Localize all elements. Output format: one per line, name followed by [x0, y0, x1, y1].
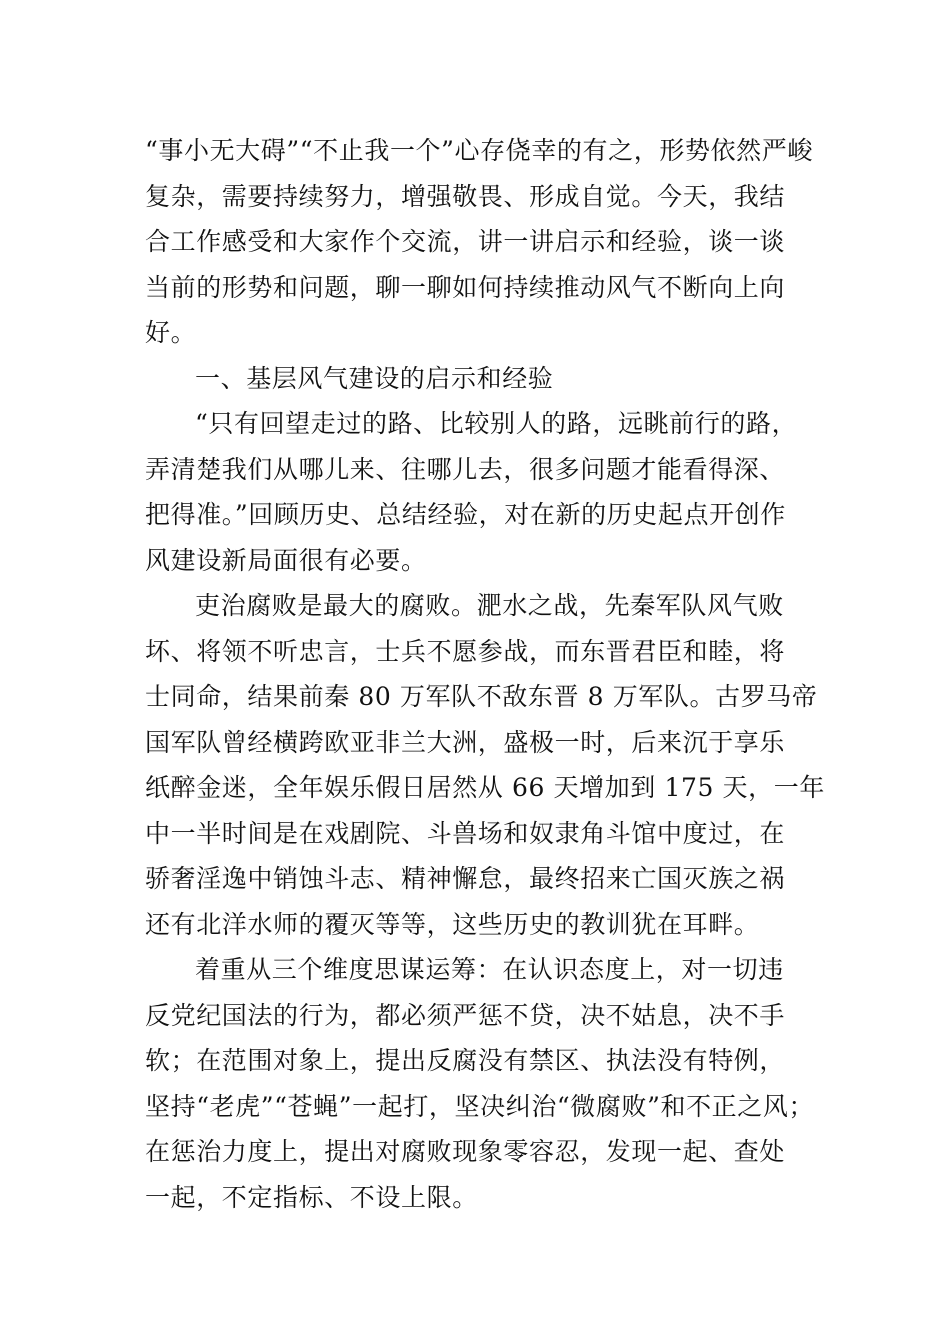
text-line: 好。	[145, 318, 197, 347]
text-line: 纸醉金迷，全年娱乐假日居然从 66 天增加到 175 天，一年	[145, 773, 825, 802]
text-line: 着重从三个维度思谋运筹：在认识态度上，对一切违	[195, 955, 784, 984]
text-line: 合工作感受和大家作个交流，讲一讲启示和经验，谈一谈	[145, 227, 786, 256]
text-line: 坏、将领不听忠言，士兵不愿参战，而东晋君臣和睦，将	[145, 636, 786, 666]
text-line: 吏治腐败是最大的腐败。淝水之战，先秦军队风气败	[195, 591, 784, 620]
text-line: 国军队曾经横跨欧亚非兰大洲，盛极一时，后来沉于享乐	[145, 727, 786, 757]
text-line: 坚持“老虎”“苍蝇”一起打，坚决纠治“微腐败”和不正之风；	[145, 1091, 815, 1121]
text-line: 士同命，结果前秦 80 万军队不敌东晋 8 万军队。古罗马帝	[145, 682, 818, 711]
text-line: 骄奢淫逸中销蚀斗志、精神懈怠，最终招来亡国灭族之祸	[145, 864, 786, 893]
text-line: 还有北洋水师的覆灭等等，这些历史的教训犹在耳畔。	[145, 909, 760, 939]
text-line: 中一半时间是在戏剧院、斗兽场和奴隶角斗馆中度过，在	[145, 818, 786, 848]
text-line: 在惩治力度上，提出对腐败现象零容忍，发现一起、查处	[145, 1137, 786, 1166]
text-line: 当前的形势和问题，聊一聊如何持续推动风气不断向上向	[145, 272, 786, 302]
section-heading: 一、基层风气建设的启示和经验	[195, 363, 554, 393]
text-line: 弄清楚我们从哪儿来、往哪儿去，很多问题才能看得深、	[145, 454, 786, 484]
text-line: 风建设新局面很有必要。	[145, 545, 427, 575]
body-text	[145, 128, 825, 1220]
text-line: 软；在范围对象上，提出反腐没有禁区、执法没有特例，	[145, 1046, 786, 1075]
text-line: “只有回望走过的路、比较别人的路，远眺前行的路，	[195, 409, 798, 438]
text-line: “事小无大碍”“不止我一个”心存侥幸的有之，形势依然严峻	[145, 136, 813, 165]
text-line: 反党纪国法的行为，都必须严惩不贷，决不姑息，决不手	[145, 1000, 786, 1030]
text-line: 复杂，需要持续努力，增强敬畏、形成自觉。今天，我结	[145, 181, 786, 211]
text-line: 一起，不定指标、不设上限。	[145, 1182, 478, 1212]
text-line: 把得准。”回顾历史、总结经验，对在新的历史起点开创作	[145, 500, 786, 529]
